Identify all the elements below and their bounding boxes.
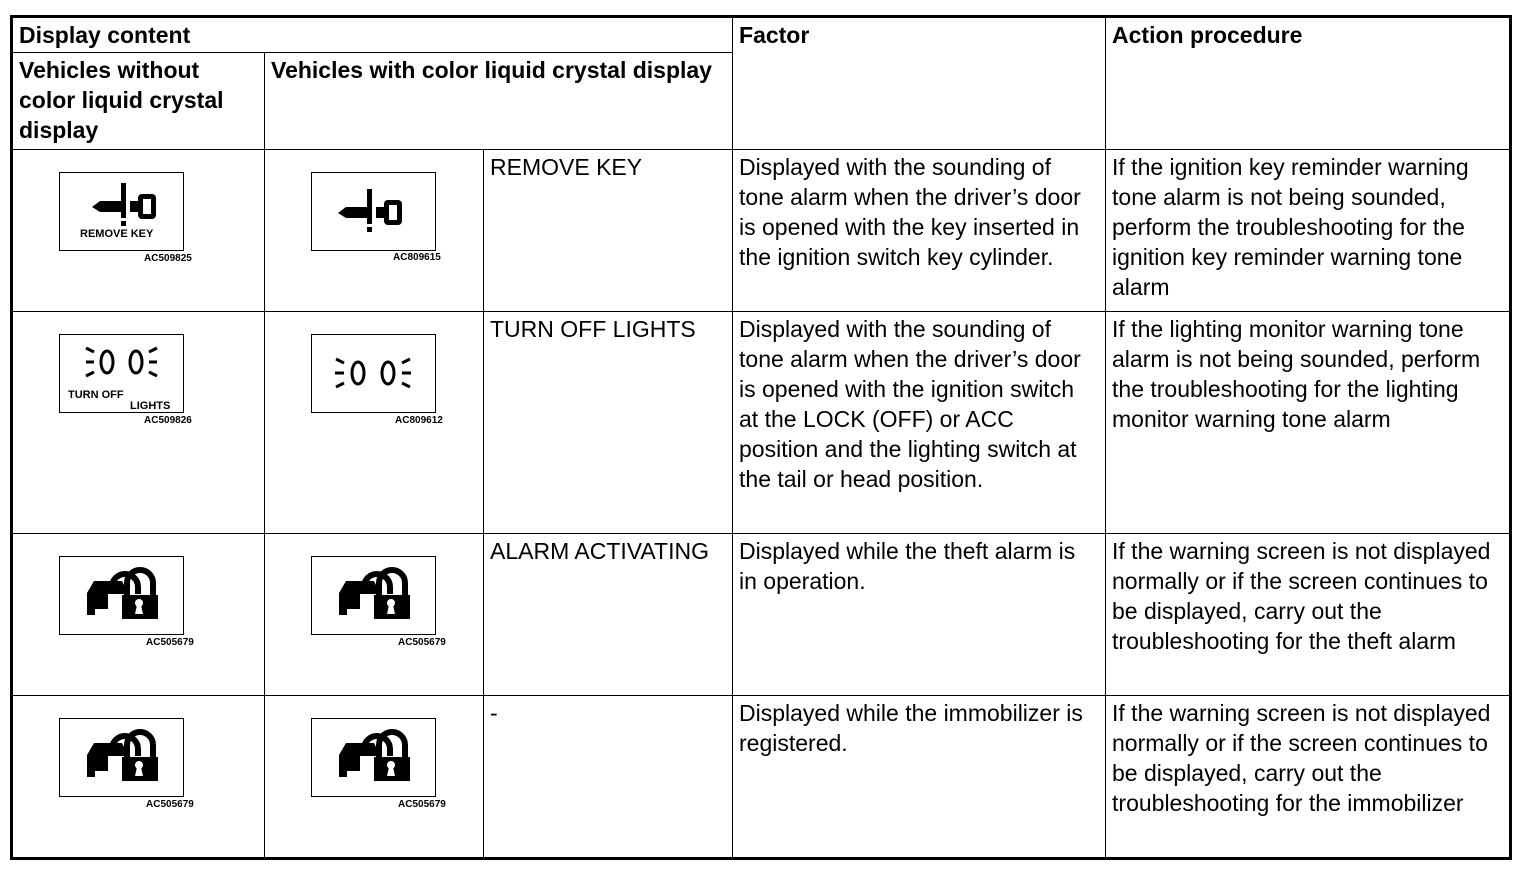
figure-code: AC505679 <box>398 799 446 810</box>
remove-key-icon <box>59 172 184 251</box>
car-lock-icon <box>59 718 184 797</box>
action-text: If the lighting monitor warning tone alarm is not being sounded, perform the troubleshooting for the lighting monitor warning tone alarm <box>1106 312 1511 534</box>
icon-cell-without-lcd <box>12 312 265 534</box>
message-text: REMOVE KEY <box>484 150 733 312</box>
factor-text: Displayed while the immobilizer is registered. <box>733 696 1106 859</box>
icon-cell-with-lcd <box>265 534 484 696</box>
header-action-procedure: Action procedure <box>1106 17 1511 150</box>
car-lock-icon <box>59 556 184 635</box>
icon-cell-without-lcd <box>12 534 265 696</box>
icon-cell-with-lcd <box>265 312 484 534</box>
warning-display-table <box>10 15 1512 860</box>
car-lock-icon <box>311 718 436 797</box>
table-row <box>12 534 1511 696</box>
message-text: TURN OFF LIGHTS <box>484 312 733 534</box>
figure-code: AC505679 <box>398 637 446 648</box>
icon-caption: TURN OFF <box>68 389 124 401</box>
figure-code: AC505679 <box>146 637 194 648</box>
header-without-lcd: Vehicles without color liquid crystal display <box>12 53 265 150</box>
icon-cell-without-lcd <box>12 150 265 312</box>
message-text: - <box>484 696 733 859</box>
figure-code: AC809612 <box>395 415 443 426</box>
header-factor: Factor <box>733 17 1106 150</box>
action-text: If the ignition key reminder warning tone alarm is not being sounded, perform the troubleshooting for the ignition key reminder warning tone alarm <box>1106 150 1511 312</box>
table-row <box>12 150 1511 312</box>
factor-text: Displayed with the sounding of tone alarm when the driver’s door is opened with the key inserted in the ignition switch key cylinder. <box>733 150 1106 312</box>
icon-cell-with-lcd <box>265 150 484 312</box>
icon-caption: LIGHTS <box>130 400 171 412</box>
figure-code: AC809615 <box>393 252 441 263</box>
figure-code: AC505679 <box>146 799 194 810</box>
table-row <box>12 696 1511 859</box>
headlights-icon <box>311 334 436 413</box>
icon-cell-without-lcd <box>12 696 265 859</box>
car-lock-icon <box>311 556 436 635</box>
header-display-content: Display content <box>12 17 733 53</box>
table-row <box>12 312 1511 534</box>
icon-cell-with-lcd <box>265 696 484 859</box>
figure-code: AC509825 <box>144 253 192 264</box>
remove-key-icon <box>311 172 436 251</box>
headlights-icon <box>59 334 184 413</box>
icon-caption: REMOVE KEY <box>80 228 154 240</box>
action-text: If the warning screen is not displayed normally or if the screen continues to be displayed, carry out the troubleshooting for the theft alarm <box>1106 534 1511 696</box>
factor-text: Displayed while the theft alarm is in operation. <box>733 534 1106 696</box>
action-text: If the warning screen is not displayed normally or if the screen continues to be displayed, carry out the troubleshooting for the immobilizer <box>1106 696 1511 859</box>
figure-code: AC509826 <box>144 415 192 426</box>
header-with-lcd: Vehicles with color liquid crystal display <box>265 53 733 150</box>
factor-text: Displayed with the sounding of tone alarm when the driver’s door is opened with the ignition switch at the LOCK (OFF) or ACC position and the lighting switch at the tail or head position. <box>733 312 1106 534</box>
message-text: ALARM ACTIVATING <box>484 534 733 696</box>
